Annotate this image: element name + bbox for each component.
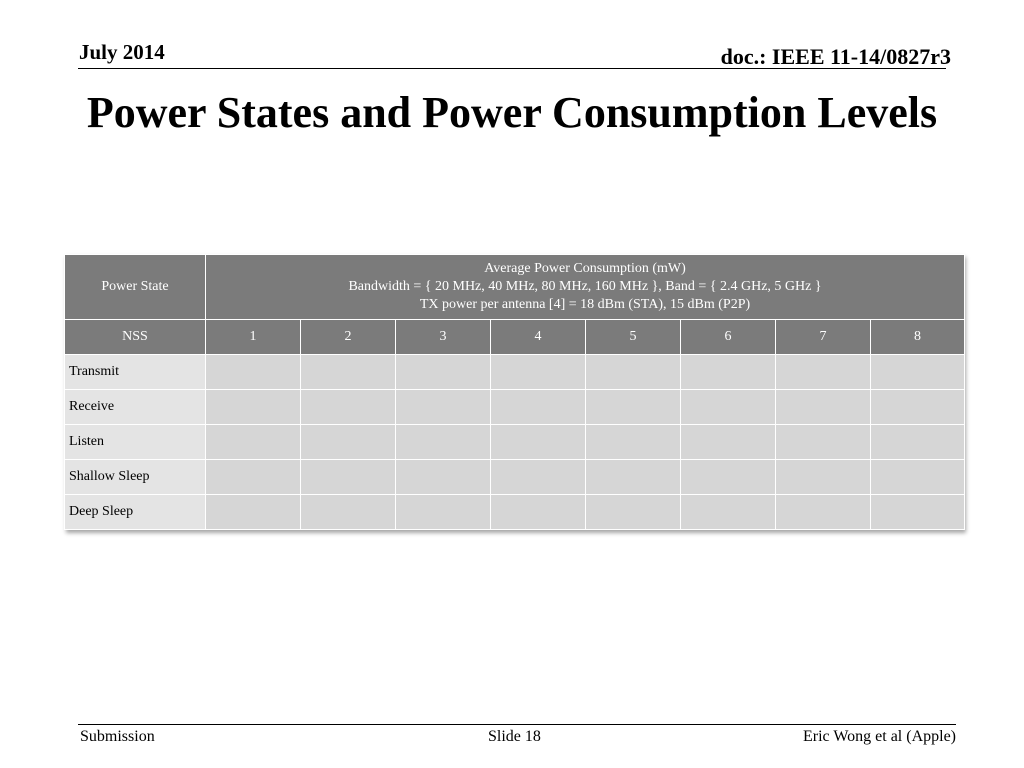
table-row <box>65 495 965 530</box>
avg-power-header <box>206 255 965 320</box>
row-label: Deep Sleep <box>65 495 206 530</box>
table-cell <box>491 390 586 425</box>
nss-header-row <box>65 320 965 355</box>
header-divider <box>78 68 946 69</box>
table-cell <box>396 425 491 460</box>
table-cell <box>301 495 396 530</box>
table-cell <box>776 355 871 390</box>
header-date: July 2014 <box>79 40 165 64</box>
table-cell <box>396 460 491 495</box>
table-cell <box>396 355 491 390</box>
table-cell <box>301 390 396 425</box>
nss-8: 8 <box>871 320 965 355</box>
power-state-header: Power State <box>65 255 206 320</box>
table-cell <box>206 390 301 425</box>
table-cell <box>871 425 965 460</box>
header-doc-id: doc.: IEEE 11-14/0827r3 <box>720 44 951 69</box>
row-label: Shallow Sleep <box>65 460 206 495</box>
table-cell <box>301 355 396 390</box>
table-cell <box>206 495 301 530</box>
row-label: Listen <box>65 425 206 460</box>
avg-power-header-line1: Average Power Consumption (mW) <box>484 261 686 276</box>
nss-4: 4 <box>491 320 586 355</box>
table-cell <box>491 355 586 390</box>
nss-5: 5 <box>586 320 681 355</box>
table-cell <box>396 390 491 425</box>
table-cell <box>586 460 681 495</box>
table-header-row <box>65 255 965 320</box>
table-cell <box>871 460 965 495</box>
table-cell <box>586 355 681 390</box>
table-cell <box>491 425 586 460</box>
table-cell <box>681 495 776 530</box>
nss-2: 2 <box>301 320 396 355</box>
table-cell <box>871 390 965 425</box>
table-cell <box>491 460 586 495</box>
power-consumption-table-container <box>64 254 964 530</box>
table-cell <box>206 425 301 460</box>
power-consumption-table <box>64 254 965 530</box>
row-label: Receive <box>65 390 206 425</box>
table-cell <box>681 390 776 425</box>
nss-7: 7 <box>776 320 871 355</box>
row-label: Transmit <box>65 355 206 390</box>
slide-title: Power States and Power Consumption Levels <box>86 88 938 137</box>
table-body <box>65 355 965 530</box>
table-cell <box>776 460 871 495</box>
table-cell <box>301 460 396 495</box>
footer-author: Eric Wong et al (Apple) <box>802 728 956 745</box>
footer-slide-number: Slide 18 <box>488 728 541 745</box>
table-cell <box>776 495 871 530</box>
footer-divider <box>78 724 956 725</box>
table-row <box>65 460 965 495</box>
footer-submission: Submission <box>80 728 155 745</box>
table-cell <box>776 390 871 425</box>
table-cell <box>396 495 491 530</box>
table-cell <box>776 425 871 460</box>
nss-6: 6 <box>681 320 776 355</box>
table-cell <box>206 460 301 495</box>
table-row <box>65 390 965 425</box>
table-cell <box>491 495 586 530</box>
table-cell <box>301 425 396 460</box>
nss-label: NSS <box>65 320 206 355</box>
table-cell <box>586 425 681 460</box>
nss-3: 3 <box>396 320 491 355</box>
table-cell <box>586 390 681 425</box>
table-cell <box>681 425 776 460</box>
table-cell <box>871 495 965 530</box>
table-cell <box>871 355 965 390</box>
avg-power-header-line3: TX power per antenna [4] = 18 dBm (STA), 15 dBm (P2P) <box>419 297 751 312</box>
table-row <box>65 425 965 460</box>
table-cell <box>206 355 301 390</box>
table-cell <box>586 495 681 530</box>
avg-power-header-line2: Bandwidth = { 20 MHz, 40 MHz, 80 MHz, 160 MHz }, Band = { 2.4 GHz, 5 GHz } <box>348 279 822 294</box>
nss-1: 1 <box>206 320 301 355</box>
table-cell <box>681 355 776 390</box>
table-row <box>65 355 965 390</box>
table-cell <box>681 460 776 495</box>
